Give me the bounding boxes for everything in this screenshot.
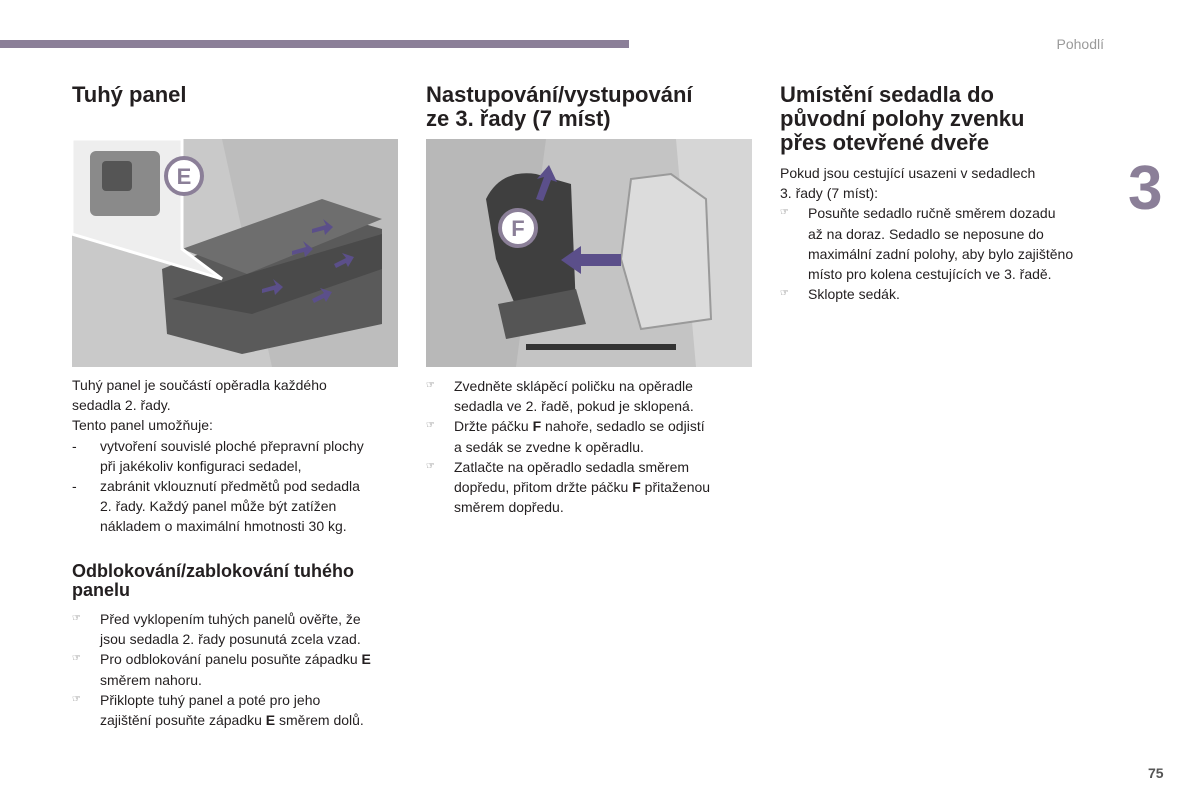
bullet-item: ☞ Držte páčku F nahoře, sedadlo se odjistí a sedák se zvedne k opěradlu. (426, 418, 705, 455)
third-row-illustration (426, 139, 752, 367)
pointing-hand-icon: ☞ (426, 460, 435, 472)
intro-line: Tuhý panel je součástí opěradla každého (72, 377, 327, 393)
bullet-item: ☞ Zvedněte sklápěcí poličku na opěradle sedadla ve 2. řadě, pokud je sklopená. (426, 378, 694, 415)
page-number: 75 (1148, 765, 1164, 781)
bullet-item: ☞ Před vyklopením tuhých panelů ověřte, že jsou sedadla 2. řady posunutá zcela vzad. (72, 611, 361, 648)
dash-item: - vytvoření souvislé ploché přepravní plochy při jakékoliv konfiguraci sedadel, (72, 437, 364, 474)
callout-e-label: E (176, 164, 192, 189)
pointing-hand-icon: ☞ (780, 207, 789, 219)
rigid-panel-illustration (72, 139, 398, 367)
section-title: Pohodlí (1056, 36, 1104, 52)
pointing-hand-icon: ☞ (780, 288, 789, 300)
third-row-steps (426, 376, 756, 517)
unlock-subtitle: Odblokování/zablokování tuhého panelu (72, 561, 355, 600)
bullet-item: ☞ Zatlačte na opěradlo sedadla směrem dopředu, přitom držte páčku F přitaženou směrem dopředu. (426, 458, 711, 516)
seat-repositioning-text (780, 163, 1105, 304)
intro-line: Tento panel umožňuje: (72, 417, 213, 434)
rigid-panel-title: Tuhý panel (72, 82, 187, 107)
header-bar (0, 40, 629, 48)
bullet-item: ☞ Posuňte sedadlo ručně směrem dozadu až na doraz. Sedadlo se neposune do maximální zadní polohy, aby bylo zajištěno místo pro kolena cestujících ve 3. řadě. (780, 205, 1074, 283)
pointing-hand-icon: ☞ (426, 380, 435, 391)
seat-repositioning-title: Umístění sedadla do původní polohy zvenku přes otevřené dveře (780, 82, 1025, 155)
intro-line: 3. řady (7 míst): (780, 185, 879, 202)
dash-marker: - (72, 478, 77, 495)
pointing-hand-icon: ☞ (72, 613, 81, 624)
pointing-hand-icon: ☞ (426, 420, 435, 432)
bullet-item: ☞ Pro odblokování panelu posuňte západku E směrem nahoru. (72, 651, 371, 688)
chapter-number: 3 (1128, 154, 1163, 223)
rigid-panel-intro (72, 375, 402, 537)
unlock-steps (72, 609, 402, 730)
bullet-item: ☞ Sklopte sedák. (780, 284, 1105, 304)
pointing-hand-icon: ☞ (72, 653, 81, 665)
intro-line: Pokud jsou cestující usazeni v sedadlech (780, 165, 1036, 181)
dash-marker: - (72, 437, 77, 454)
callout-f-label: F (511, 216, 525, 241)
dash-item: - zabránit vklouznutí předmětů pod sedadla 2. řady. Každý panel může být zatížen nákladem o maximální hmotnosti 30 kg. (72, 478, 360, 535)
bullet-item: ☞ Přiklopte tuhý panel a poté pro jeho zajištění posuňte západku E směrem dolů. (72, 691, 364, 729)
third-row-title: Nastupování/vystupování ze 3. řady (7 míst) (426, 82, 693, 131)
pointing-hand-icon: ☞ (72, 693, 81, 705)
intro-line: sedadla 2. řady. (72, 397, 171, 414)
